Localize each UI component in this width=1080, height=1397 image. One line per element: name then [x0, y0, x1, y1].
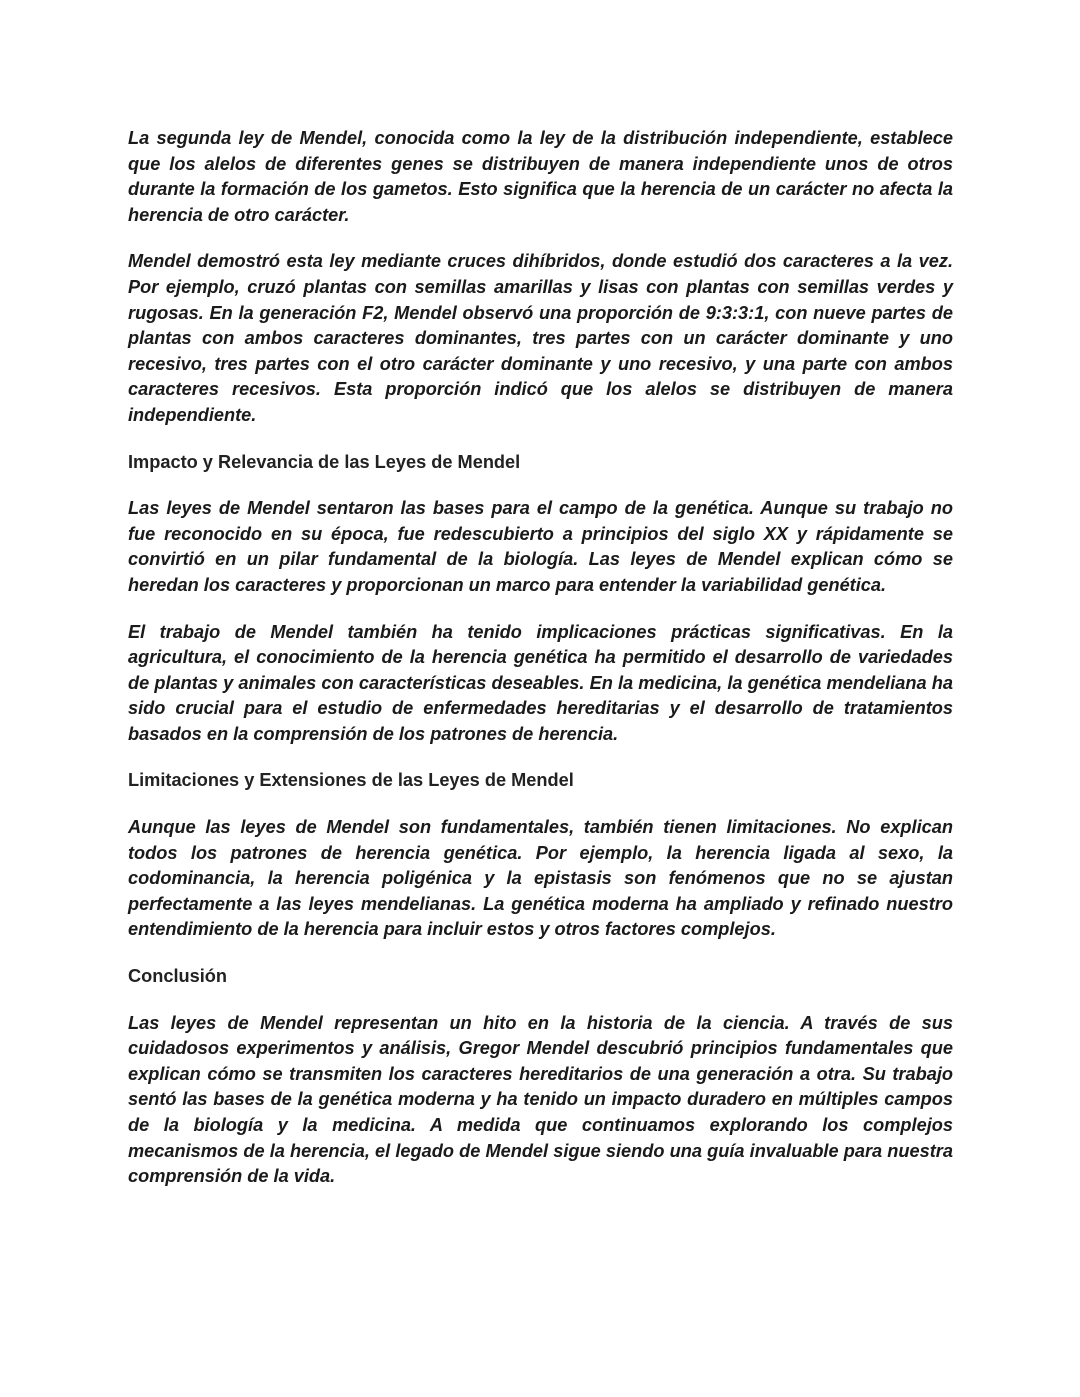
section-heading-conclusion: Conclusión: [128, 966, 228, 987]
paragraph-limitations: Aunque las leyes de Mendel son fundamentales, también tienen limitaciones. No explican todos los patrones de herencia genética. Por ejemplo, la herencia ligada al sexo, la codominancia, la herencia poligénica y la epistasis son fenómenos que no se ajustan perfectamente a las leyes mendelianas. La genética moderna ha ampliado y refinado nuestro entendimiento de la herencia para incluir estos y otros factores complejos.: [128, 817, 953, 940]
paragraph-second-law: La segunda ley de Mendel, conocida como la ley de la distribución independiente, establece que los alelos de diferentes genes se distribuyen de manera independiente unos de otros durante la formación de los gametos. Esto significa que la herencia de un carácter no afecta la herencia de otro carácter.: [128, 128, 953, 225]
paragraph-conclusion: Las leyes de Mendel representan un hito en la historia de la ciencia. A través de sus cuidadosos experimentos y análisis, Gregor Mendel descubrió principios fundamentales que explican cómo se transmiten los caracteres hereditarios de una generación a otra. Su trabajo sentó las bases de la genética moderna y ha tenido un impacto duradero en múltiples campos de la biología y la medicina. A medida que continuamos explorando los complejos mecanismos de la herencia, el legado de Mendel sigue siendo una guía invaluable para nuestra comprensión de la vida.: [128, 1012, 953, 1187]
section-heading-limitations: Limitaciones y Extensiones de las Leyes de Mendel: [128, 770, 574, 791]
paragraph-dihybrid-cross: Mendel demostró esta ley mediante cruces dihíbridos, donde estudió dos caracteres a la vez. Por ejemplo, cruzó plantas con semillas amarillas y lisas con plantas con semillas verdes y rugosas. En la generación F2, Mendel observó una proporción de 9:3:3:1, con nueve partes de plantas con ambos caracteres dominantes, tres partes con un carácter dominante y uno recesivo, tres partes con el otro carácter dominante y uno recesivo, y una parte con ambos caracteres recesivos. Esta proporción indicó que los alelos se distribuyen de manera independiente.: [128, 251, 953, 425]
document-body: [128, 126, 953, 1211]
section-heading-impact: Impacto y Relevancia de las Leyes de Mendel: [128, 451, 521, 472]
paragraph-practical-implications: El trabajo de Mendel también ha tenido implicaciones prácticas significativas. En la agricultura, el conocimiento de la herencia genética ha permitido el desarrollo de variedades de plantas y animales con características deseables. En la medicina, la genética mendeliana ha sido crucial para el estudio de enfermedades hereditarias y el desarrollo de tratamientos basados en la comprensión de los patrones de herencia.: [128, 621, 953, 744]
paragraph-impact: Las leyes de Mendel sentaron las bases para el campo de la genética. Aunque su trabajo no fue reconocido en su época, fue redescubierto a principios del siglo XX y rápidamente se convirtió en un pilar fundamental de la biología. Las leyes de Mendel explican cómo se heredan los caracteres y proporcionan un marco para entender la variabilidad genética.: [128, 498, 953, 595]
